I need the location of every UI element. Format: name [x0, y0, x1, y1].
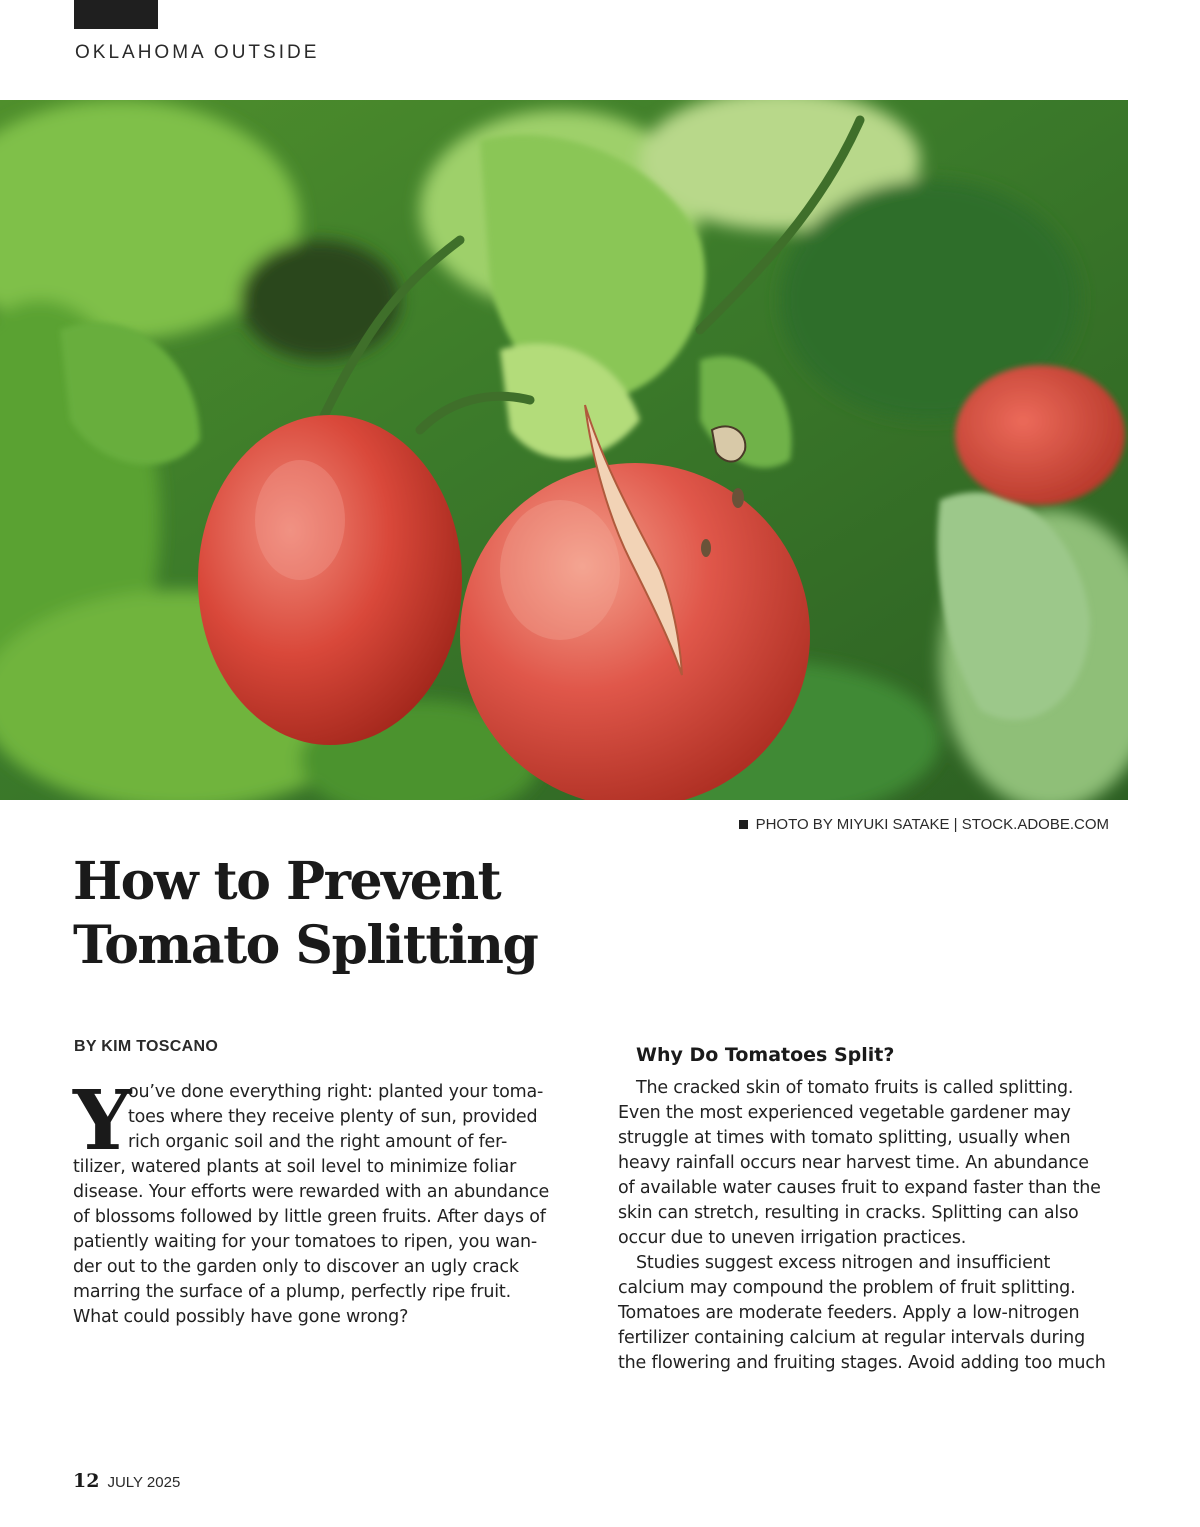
paragraph-1 — [618, 1076, 1133, 1251]
text-line: skin can stretch, resulting in cracks. Splitting can also — [618, 1203, 1079, 1223]
byline: BY KIM TOSCANO — [74, 1038, 219, 1055]
text-line: fertilizer containing calcium at regular intervals during — [618, 1328, 1085, 1348]
section-label: OKLAHOMA OUTSIDE — [75, 42, 320, 63]
hero-photo — [0, 100, 1128, 800]
text-line: disease. Your efforts were rewarded with an abundance — [73, 1182, 550, 1202]
tomato-photo-illustration — [0, 100, 1128, 800]
issue-date: JULY 2025 — [107, 1474, 181, 1491]
text-line: of available water causes fruit to expand faster than the — [618, 1178, 1101, 1198]
text-line: tilizer, watered plants at soil level to minimize foliar — [73, 1157, 517, 1177]
text-line: marring the surface of a plump, perfectly ripe fruit. — [73, 1282, 511, 1302]
tomato-left — [198, 415, 462, 745]
text-line: What could possibly have gone wrong? — [73, 1307, 409, 1327]
paragraph-2 — [618, 1251, 1133, 1376]
page-footer — [73, 1470, 180, 1492]
text-line: Even the most experienced vegetable gardener may — [618, 1103, 1071, 1123]
photo-credit-text: PHOTO BY MIYUKI SATAKE | STOCK.ADOBE.COM — [755, 816, 1109, 833]
text-line: heavy rainfall occurs near harvest time. An abundance — [618, 1153, 1089, 1173]
page-number: 12 — [73, 1470, 100, 1492]
title-line-1: How to Prevent — [73, 851, 501, 912]
text-line: Studies suggest excess nitrogen and insufficient — [636, 1253, 1051, 1273]
drop-cap: Y — [73, 1073, 132, 1169]
text-line: of blossoms followed by little green fruits. After days of — [73, 1207, 546, 1227]
text-line: The cracked skin of tomato fruits is called splitting. — [636, 1078, 1074, 1098]
text-line: toes where they receive plenty of sun, provided — [128, 1107, 538, 1127]
text-line: struggle at times with tomato splitting, usually when — [618, 1128, 1071, 1148]
text-line: rich organic soil and the right amount of fer- — [128, 1132, 508, 1152]
section-heading: Why Do Tomatoes Split? — [636, 1044, 895, 1066]
title-line-2: Tomato Splitting — [73, 915, 538, 976]
text-line: calcium may compound the problem of fruit splitting. — [618, 1278, 1076, 1298]
text-line: der out to the garden only to discover an ugly crack — [73, 1257, 519, 1277]
tomato-background — [955, 365, 1125, 505]
text-line: ou’ve done everything right: planted your toma- — [128, 1082, 544, 1102]
header-accent-bar — [74, 0, 158, 29]
text-line: patiently waiting for your tomatoes to ripen, you wan- — [73, 1232, 537, 1252]
section-why-split — [618, 1040, 1133, 1376]
text-line: Tomatoes are moderate feeders. Apply a low-nitrogen — [618, 1303, 1080, 1323]
photo-credit — [739, 816, 1109, 833]
intro-paragraph — [73, 1073, 583, 1330]
text-line: the flowering and fruiting stages. Avoid adding too much — [618, 1353, 1106, 1373]
bullet-square-icon — [739, 820, 748, 829]
article-title — [73, 850, 633, 978]
text-line: occur due to uneven irrigation practices. — [618, 1228, 967, 1248]
